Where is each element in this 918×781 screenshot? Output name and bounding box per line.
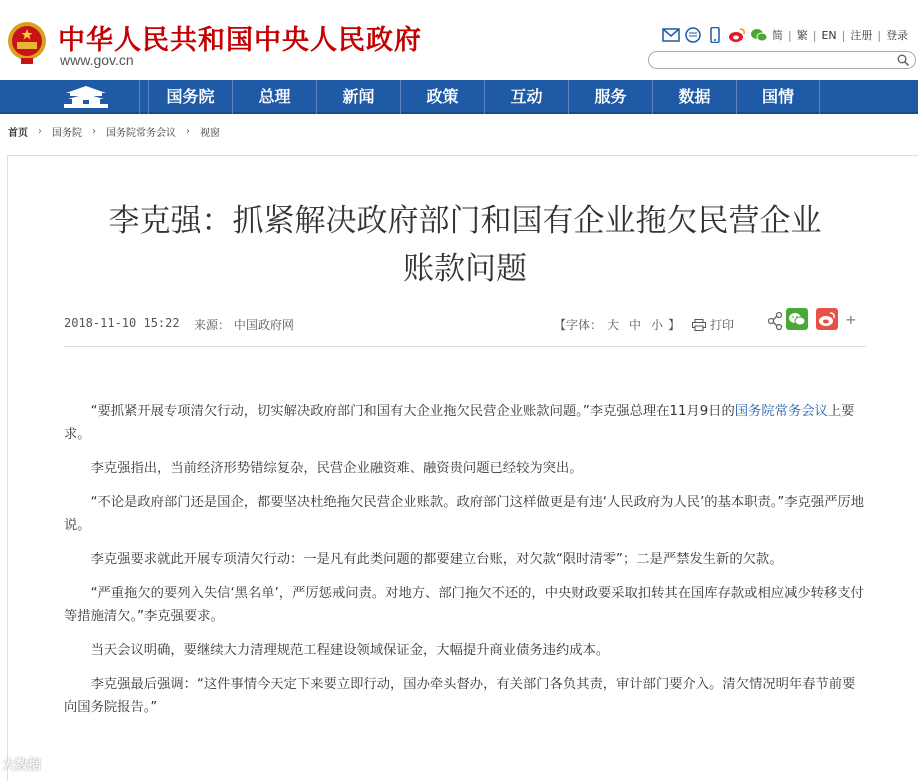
weibo-icon[interactable] [728,27,746,43]
search-input[interactable] [659,56,899,72]
nav-items [148,80,820,114]
nav-item-interaction[interactable]: 互动 [484,80,568,114]
breadcrumb-home[interactable]: 首页 [8,128,28,139]
print-button[interactable] [692,316,734,333]
nav-item-services[interactable]: 服务 [568,80,652,114]
mail-icon[interactable] [662,27,680,43]
share-weibo-button[interactable] [816,308,838,330]
link-traditional[interactable]: 繁 [796,29,808,42]
chevron-right-icon: › [92,126,96,137]
site-title[interactable]: 中华人民共和国中央人民政府 [58,25,422,56]
message-icon[interactable] [684,27,702,43]
share-wechat-button[interactable] [786,308,808,330]
wechat-icon[interactable] [750,27,768,43]
article-source [194,316,294,333]
link-simplified[interactable]: 简 [772,29,783,42]
source-label: 来源： [194,318,231,332]
printer-icon [692,319,706,331]
search-box[interactable] [648,51,916,69]
nav-item-national-info[interactable]: 国情 [736,80,820,114]
search-icon[interactable] [897,54,909,66]
publish-date: 2018-11-10 15:22 [64,316,180,330]
article-title-line: 账款问题 [403,251,527,287]
mobile-icon[interactable] [706,27,724,43]
breadcrumb-window[interactable]: 视窗 [200,128,220,139]
site-header [0,0,918,80]
share-icon[interactable] [764,311,788,331]
nav-item-premier[interactable]: 总理 [232,80,316,114]
watermark-text: 大数据 [2,758,42,773]
font-size-large[interactable]: 大 [607,318,620,332]
divider: | [877,28,882,42]
font-size-medium[interactable]: 中 [629,318,642,332]
article-paragraph [64,400,866,446]
link-register[interactable]: 注册 [850,29,873,42]
print-label: 打印 [710,318,735,332]
chevron-right-icon: › [186,126,190,137]
site-url[interactable]: www.gov.cn [60,52,134,68]
article-paragraph: “严重拖欠的要列入失信‘黑名单’，严厉惩戒问责。对地方、部门拖欠不还的，中央财政要采取扣转其在国库存款或相应减少转移支付等措施清欠。”李克强要求。 [64,586,864,624]
meta-divider [64,346,866,347]
article-title-line: 李克强：抓紧解决政府部门和国有企业拖欠民营企业 [108,203,822,239]
share-more-button[interactable]: + [846,310,856,329]
paragraph-text: 上要求。 [64,404,855,442]
source-name: 中国政府网 [233,318,294,332]
nav-item-news[interactable]: 新闻 [316,80,400,114]
article-paragraph: 李克强要求就此开展专项清欠行动：一是凡有此类问题的都要建立台账，对欠款“限时清零”；二是严禁发生新的欠款。 [90,552,783,567]
chevron-right-icon: › [38,126,42,137]
link-login[interactable]: 登录 [886,29,909,42]
weibo-icon [816,308,838,330]
national-emblem-icon[interactable] [7,20,47,66]
article-meta [64,310,866,334]
divider: | [788,28,792,42]
article-paragraph: 当天会议明确，要继续大力清理规范工程建设领域保证金，大幅提升商业债务违约成本。 [90,643,610,658]
font-size-close: 】 [668,318,681,332]
nav-divider [139,80,140,114]
tiananmen-home-icon[interactable] [58,83,114,111]
font-size-control [554,316,680,333]
link-english[interactable]: EN [821,28,837,42]
link-state-council-meeting[interactable]: 国务院常务会议 [734,404,828,419]
article-body [64,400,866,730]
breadcrumb-state-council[interactable]: 国务院 [52,128,82,139]
article-title [40,197,890,293]
article-paragraph: 李克强最后强调：“这件事情今天定下来要立即行动，国办牵头督办，有关部门各负其责，审计部门要介入。清欠情况明年春节前要向国务院报告。” [64,677,856,715]
paragraph-text: “要抓紧开展专项清欠行动，切实解决政府部门和国有大企业拖欠民营企业账款问题。”李克强总理在11月9日的 [90,404,735,419]
font-size-label: 【字体： [554,318,603,332]
nav-item-state-council[interactable]: 国务院 [148,80,232,114]
wechat-icon [786,308,808,330]
breadcrumb-executive-meeting[interactable]: 国务院常务会议 [106,128,176,139]
main-nav [0,80,918,114]
nav-item-policy[interactable]: 政策 [400,80,484,114]
nav-item-data[interactable]: 数据 [652,80,736,114]
article-paragraph: 李克强指出，当前经济形势错综复杂，民营企业融资难、融资贵问题已经较为突出。 [90,461,583,476]
divider: | [812,28,817,42]
font-size-small[interactable]: 小 [651,318,664,332]
article-paragraph: “不论是政府部门还是国企，都要坚决杜绝拖欠民营企业账款。政府部门这样做更是有违‘人民政府为人民’的基本职责。”李克强严厉地说。 [64,495,865,533]
top-links [662,26,908,44]
divider: | [841,28,846,42]
breadcrumb [8,124,220,139]
